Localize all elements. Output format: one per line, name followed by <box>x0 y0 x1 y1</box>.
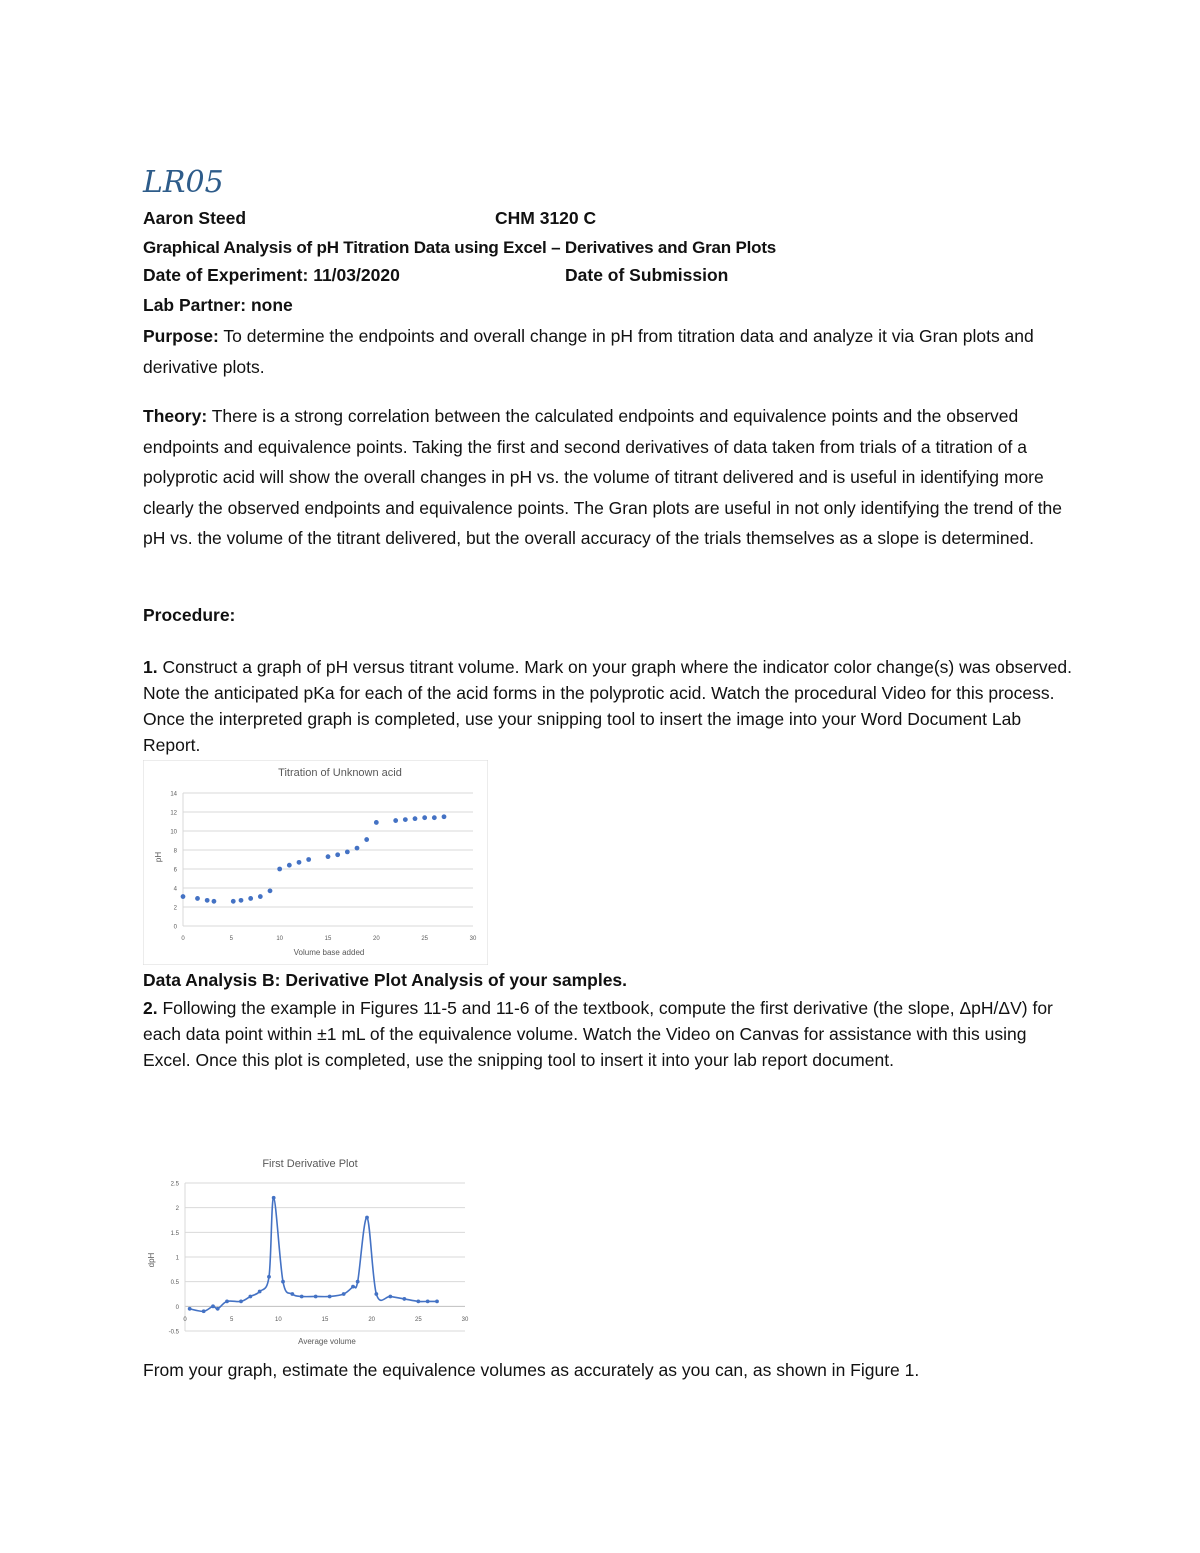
x-tick-label: 20 <box>372 936 380 942</box>
y-tick-label: 0 <box>173 924 177 931</box>
data-point <box>442 814 447 819</box>
data-point <box>231 899 236 904</box>
data-point <box>403 817 408 822</box>
data-point <box>290 1292 294 1296</box>
data-point <box>258 1290 262 1294</box>
data-point <box>300 1295 304 1299</box>
data-point <box>306 857 311 862</box>
date-of-submission-label: Date of Submission <box>565 265 729 285</box>
data-point <box>239 1300 243 1304</box>
purpose-text: To determine the endpoints and overall change in pH from titration data and analyze it via Gran plots and derivative plots. <box>143 326 1034 377</box>
data-point <box>335 852 340 857</box>
data-point <box>258 894 263 899</box>
data-point <box>195 896 200 901</box>
data-point <box>432 815 437 820</box>
data-point <box>314 1295 318 1299</box>
data-point <box>374 1292 378 1296</box>
y-tick-label: 2.5 <box>170 1181 179 1188</box>
step-2-text: Following the example in Figures 11-5 and 11-6 of the textbook, compute the first derivative (the slope, ΔpH/ΔV) for each data point within ±1 mL of the equivalence volume. Watch the Video on Canvas for assistance with this using Excel. Once this plot is completed, use the snipping tool to insert it into your lab report document. <box>143 998 1053 1070</box>
y-axis-label: pH <box>154 851 163 863</box>
data-point <box>342 1292 346 1296</box>
lab-partner-value: none <box>250 295 293 315</box>
procedure-heading: Procedure: <box>143 605 236 625</box>
data-point <box>281 1280 285 1284</box>
y-tick-label: 0 <box>175 1304 179 1311</box>
x-tick-label: 30 <box>469 936 477 942</box>
data-point <box>374 820 379 825</box>
y-tick-label: 2 <box>173 905 177 912</box>
x-tick-label: 25 <box>414 1317 422 1323</box>
data-point <box>188 1307 192 1311</box>
chart-frame <box>143 760 488 965</box>
data-point <box>248 896 253 901</box>
x-axis-label: Volume base added <box>293 948 365 957</box>
theory-text: There is a strong correlation between the calculated endpoints and equivalence points and the observed endpoints and equivalence points. Taking the first and second derivatives of data taken from trials of a titration of a polyprotic acid will show the overall changes in pH vs. the volume of titrant delivered and is useful in identifying more clearly the observed endpoints and equivalence points. The Gran plots are useful in not only identifying the trend of the pH vs. the volume of the titrant delivered, but the overall accuracy of the trials themselves as a slope is determined. <box>143 406 1063 548</box>
data-point <box>355 846 360 851</box>
step-1 <box>143 654 1073 758</box>
step-2-number: 2. <box>143 998 158 1018</box>
x-tick-label: 0 <box>183 1317 187 1323</box>
data-point <box>211 1304 215 1308</box>
data-point <box>413 816 418 821</box>
y-tick-label: 14 <box>170 791 177 798</box>
data-point <box>248 1295 252 1299</box>
date-of-experiment <box>143 265 400 286</box>
data-point <box>351 1285 355 1289</box>
purpose-paragraph <box>143 321 1073 382</box>
report-title: LR05 <box>143 165 224 200</box>
y-tick-label: -0.5 <box>168 1329 179 1336</box>
x-tick-label: 5 <box>229 936 234 942</box>
data-point <box>326 854 331 859</box>
y-tick-label: 1.5 <box>170 1230 179 1237</box>
data-point <box>205 898 210 903</box>
data-point <box>345 850 350 855</box>
purpose-label: Purpose: <box>143 326 219 346</box>
x-tick-label: 10 <box>276 936 284 942</box>
data-point <box>287 863 292 868</box>
x-tick-label: 5 <box>229 1317 234 1323</box>
data-point <box>426 1300 430 1304</box>
step-2 <box>143 995 1073 1073</box>
data-point <box>225 1300 229 1304</box>
y-tick-label: 4 <box>173 886 177 893</box>
data-point <box>422 815 427 820</box>
y-axis-label: dpH <box>147 1252 156 1268</box>
data-point <box>356 1280 360 1284</box>
data-point <box>202 1309 206 1313</box>
chart-frame <box>145 1150 475 1350</box>
y-tick-label: 8 <box>173 848 177 855</box>
titration-chart <box>143 760 488 965</box>
data-point <box>435 1300 439 1304</box>
x-tick-label: 30 <box>461 1317 469 1323</box>
data-point <box>216 1307 220 1311</box>
first-derivative-chart <box>145 1150 475 1350</box>
y-tick-label: 0.5 <box>170 1280 179 1287</box>
data-point <box>297 860 302 865</box>
data-point <box>181 894 186 899</box>
y-tick-label: 2 <box>175 1206 179 1213</box>
data-point <box>328 1295 332 1299</box>
data-point <box>239 898 244 903</box>
data-point <box>416 1300 420 1304</box>
data-point <box>365 1216 369 1220</box>
data-point <box>268 888 273 893</box>
step-1-number: 1. <box>143 657 158 677</box>
data-point <box>277 867 282 872</box>
data-point <box>212 899 217 904</box>
data-point <box>267 1275 271 1279</box>
lab-partner <box>143 295 293 316</box>
course-code: CHM 3120 C <box>495 208 597 228</box>
x-tick-label: 25 <box>421 936 429 942</box>
data-point <box>364 837 369 842</box>
theory-paragraph <box>143 401 1073 554</box>
y-tick-label: 12 <box>170 810 177 817</box>
x-tick-label: 0 <box>181 936 185 942</box>
y-tick-label: 1 <box>175 1255 179 1262</box>
date-of-experiment-value: 11/03/2020 <box>313 265 400 285</box>
chart-title: Titration of Unknown acid <box>278 767 402 779</box>
chart-title: First Derivative Plot <box>262 1158 358 1170</box>
x-axis-label: Average volume <box>298 1337 356 1346</box>
x-tick-label: 20 <box>368 1317 376 1323</box>
x-tick-label: 15 <box>324 936 332 942</box>
x-tick-label: 10 <box>274 1317 282 1323</box>
lab-partner-label: Lab Partner: <box>143 295 247 315</box>
y-tick-label: 10 <box>170 829 177 836</box>
author-name: Aaron Steed <box>143 208 247 228</box>
step-1-text: Construct a graph of pH versus titrant volume. Mark on your graph where the indicator color change(s) was observed. Note the anticipated pKa for each of the acid forms in the polyprotic acid. Watch the procedural Video for this process. Once the interpreted graph is completed, use your snipping tool to insert the image into your Word Document Lab Report. <box>143 657 1072 755</box>
data-point <box>272 1196 276 1200</box>
data-point <box>402 1297 406 1301</box>
date-of-experiment-label: Date of Experiment: <box>143 265 309 285</box>
data-analysis-b-heading: Data Analysis B: Derivative Plot Analysis of your samples. <box>143 970 628 990</box>
report-subject: Graphical Analysis of pH Titration Data using Excel – Derivatives and Gran Plots <box>143 238 777 257</box>
theory-label: Theory: <box>143 406 208 426</box>
x-tick-label: 15 <box>321 1317 329 1323</box>
closing-instruction: From your graph, estimate the equivalence volumes as accurately as you can, as shown in Figure 1. <box>143 1360 920 1380</box>
data-point <box>393 818 398 823</box>
data-point <box>388 1295 392 1299</box>
y-tick-label: 6 <box>173 867 177 874</box>
